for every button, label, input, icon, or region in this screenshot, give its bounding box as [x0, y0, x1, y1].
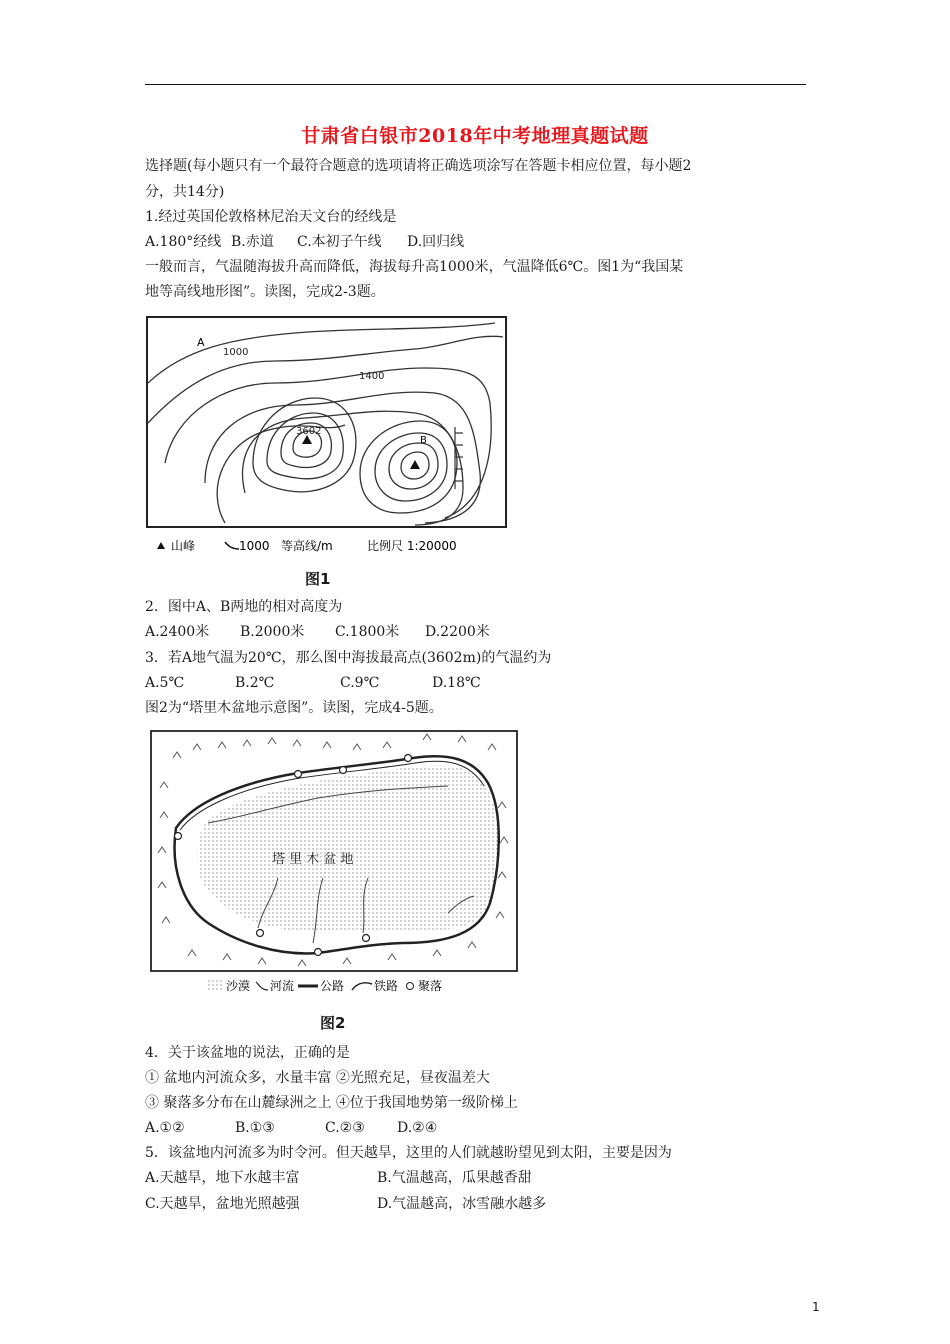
legend-road-label: 公路: [320, 979, 345, 993]
figure-1-caption: 图1: [305, 570, 331, 588]
contour-map-figure: [145, 313, 510, 561]
question-4-option-line-2: ③ 聚落多分布在山麓绿洲之上 ④位于我国地势第一级阶梯上: [145, 1095, 518, 1111]
legend-peak-label: 山峰: [171, 539, 196, 553]
question-4-option-line-1: ① 盆地内河流众多，水量丰富 ②光照充足，昼夜温差大: [145, 1070, 490, 1086]
legend-settlement-icon: [407, 983, 414, 990]
q4-choice-c: C.②③: [325, 1120, 365, 1136]
legend-river-icon: [256, 982, 268, 990]
q1-choice-d: D.回归线: [407, 234, 465, 250]
passage-1-line-1: 一般而言，气温随海拔升高而降低，海拔每升高1000米，气温降低6℃。图1为“我国某: [145, 259, 684, 275]
question-4-choices: [145, 1118, 437, 1138]
contour-label-1400: 1400: [359, 371, 385, 382]
legend-peak-icon: [157, 542, 165, 549]
figure-2-legend: [206, 978, 442, 993]
contour-label-1000: 1000: [223, 347, 249, 358]
figure-1-legend: [157, 538, 457, 553]
legend-desert-icon: [206, 980, 222, 990]
q1-choice-a: A.180°经线: [145, 234, 222, 250]
q2-choice-c: C.1800米: [335, 624, 400, 640]
q5-choice-d: D.气温越高，冰雪融水越多: [377, 1196, 547, 1212]
legend-rail-icon: [352, 983, 372, 990]
legend-settlement-label: 聚落: [418, 979, 443, 993]
q3-choice-b: B.2℃: [235, 675, 275, 691]
q3-choice-d: D.18℃: [432, 675, 481, 691]
q4-choice-b: B.①③: [235, 1120, 275, 1136]
question-3-stem: 3．若A地气温为20℃，那么图中海拔最高点(3602m)的气温约为: [145, 650, 552, 666]
q2-choice-a: A.2400米: [145, 624, 210, 640]
legend-contour-label: 等高线/m: [281, 539, 333, 553]
passage-1-line-2: 地等高线地形图”。读图，完成2-3题。: [145, 284, 385, 300]
q1-choice-c: C.本初子午线: [297, 234, 382, 250]
point-a-label: A: [197, 336, 205, 349]
question-2-choices: [145, 622, 490, 642]
page-title: 甘肃省白银市2018年中考地理真题试题: [301, 125, 649, 147]
legend-desert-label: 沙漠: [226, 979, 251, 993]
question-4-stem: 4．关于该盆地的说法，正确的是: [145, 1045, 350, 1061]
instructions-line-2: 分，共14分): [145, 184, 225, 200]
header-rule: [145, 84, 806, 85]
question-5-choices-row-1: [145, 1168, 532, 1188]
question-2-stem: 2．图中A、B两地的相对高度为: [145, 599, 343, 615]
passage-2: 图2为“塔里木盆地示意图”。读图，完成4-5题。: [145, 700, 443, 716]
question-1-stem: 1.经过英国伦敦格林尼治天文台的经线是: [145, 209, 397, 225]
page-number: 1: [812, 1300, 820, 1314]
legend-rail-label: 铁路: [374, 979, 399, 993]
legend-contour-icon: [225, 542, 239, 549]
question-5-stem: 5．该盆地内河流多为时令河。但天越旱，这里的人们就越盼望见到太阳，主要是因为: [145, 1145, 672, 1161]
question-1-choices: [145, 232, 464, 252]
legend-scale-label: 比例尺 1:20000: [367, 539, 457, 553]
question-3-choices: [145, 673, 481, 693]
peak-elevation-label: 3602: [296, 426, 322, 437]
tarim-basin-figure: [148, 728, 520, 998]
q4-choice-d: D.②④: [397, 1120, 438, 1136]
q3-choice-a: A.5℃: [145, 675, 185, 691]
q5-choice-c: C.天越旱，盆地光照越强: [145, 1196, 300, 1212]
legend-river-label: 河流: [270, 979, 295, 993]
question-5-choices-row-2: [145, 1194, 546, 1214]
q4-choice-a: A.①②: [145, 1120, 185, 1136]
q2-choice-d: D.2200米: [425, 624, 490, 640]
q1-choice-b: B.赤道: [231, 234, 274, 250]
point-b-label: B: [420, 435, 427, 446]
figure-2-caption: 图2: [320, 1014, 346, 1032]
instructions-line-1: 选择题(每小题只有一个最符合题意的选项请将正确选项涂写在答题卡相应位置，每小题2: [145, 158, 692, 174]
legend-contour-value: 1000: [239, 539, 270, 553]
q5-choice-a: A.天越旱，地下水越丰富: [145, 1170, 300, 1186]
basin-label: 塔 里 木 盆 地: [272, 852, 354, 867]
q3-choice-c: C.9℃: [340, 675, 380, 691]
q2-choice-b: B.2000米: [240, 624, 305, 640]
q5-choice-b: B.气温越高，瓜果越香甜: [377, 1170, 532, 1186]
